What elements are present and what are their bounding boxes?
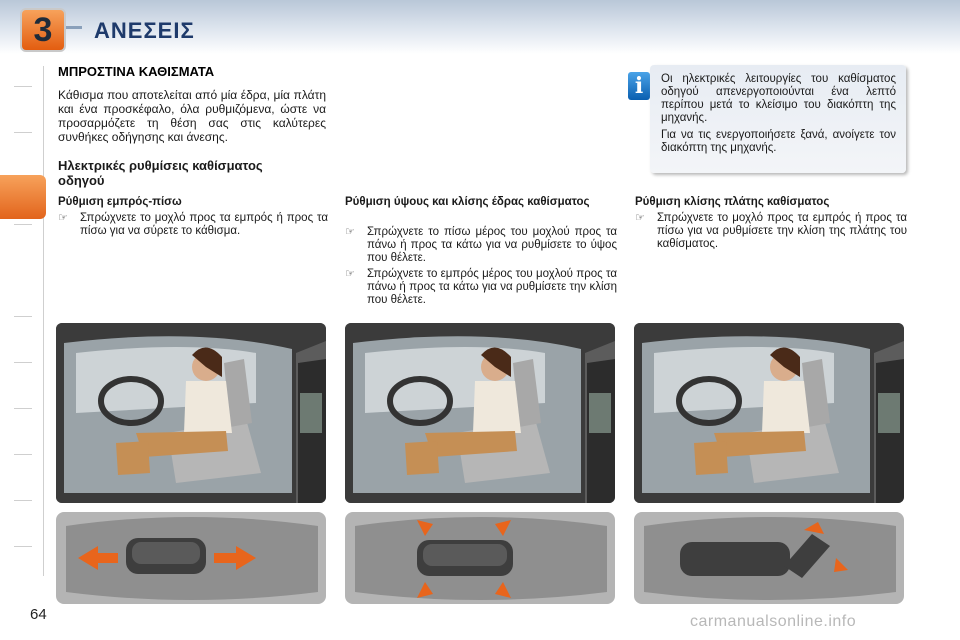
- chapter-number-tab: 3: [20, 8, 66, 52]
- chapter-title: ΑΝΕΣΕΙΣ: [94, 18, 195, 43]
- control-detail-height-tilt: [345, 512, 615, 604]
- bullet-text: Σπρώχνετε το πίσω μέρος του μοχλού προς τα πάνω ή προς τα κάτω για να ρυθμίσετε το ύψος που θέλετε.: [367, 226, 617, 264]
- active-chapter-tab: [0, 175, 46, 219]
- car-seat-photo-backrest: [634, 323, 904, 503]
- info-paragraph: Οι ηλεκτρικές λειτουργίες του καθίσματος οδηγού απενεργοποιούνται ένα λεπτό περίπου μετά το κλείσιμο του διακόπτη της μηχανής.: [661, 73, 896, 124]
- section-title: ΜΠΡΟΣΤΙΝΑ ΚΑΘΙΣΜΑΤΑ: [58, 64, 215, 79]
- column-title-height-tilt: Ρύθμιση ύψους και κλίσης έδρας καθίσματος: [345, 196, 590, 208]
- bullet-text: Σπρώχνετε το εμπρός μέρος του μοχλού προς τα πάνω ή προς τα κάτω για να ρυθμίσετε την κλίση που θέλετε.: [367, 268, 617, 306]
- page-number: 64: [30, 606, 47, 623]
- watermark: carmanualsonline.info: [690, 613, 857, 630]
- bullet-tilt: [345, 268, 617, 307]
- info-paragraph: Για να τις ενεργοποιήσετε ξανά, ανοίγετε τον διακόπτη της μηχανής.: [661, 129, 896, 154]
- rail-tab-marker: [14, 86, 32, 87]
- rail-tab-marker: [14, 500, 32, 501]
- info-icon: i: [628, 72, 650, 100]
- column-title-backrest: Ρύθμιση κλίσης πλάτης καθίσματος: [635, 196, 830, 208]
- rail-tab-marker: [14, 546, 32, 547]
- bullet-hand-icon: ☞: [635, 212, 645, 224]
- chapter-tab-rail: [0, 66, 44, 576]
- rail-tab-marker: [14, 224, 32, 225]
- column-title-fore-aft: Ρύθμιση εμπρός-πίσω: [58, 196, 182, 208]
- section-intro: Κάθισμα που αποτελείται από μία έδρα, μία πλάτη και ένα προσκέφαλο, όλα ρυθμιζόμενα, ώστε να προσαρμόζετε τη θέση σας στις καλύτερες συνθήκες οδήγησης και άνεσης.: [58, 88, 326, 144]
- bullet-height: [345, 226, 617, 265]
- rail-tab-marker: [14, 132, 32, 133]
- bullet-hand-icon: ☞: [58, 212, 68, 224]
- bullet-text: Σπρώχνετε το μοχλό προς τα εμπρός ή προς τα πίσω για να ρυθμίσετε την κλίση της πλάτης του καθίσματος.: [657, 212, 907, 250]
- chapter-divider: [66, 26, 82, 29]
- car-seat-photo-fore-aft: [56, 323, 326, 503]
- control-detail-fore-aft: [56, 512, 326, 604]
- rail-tab-marker: [14, 454, 32, 455]
- bullet-backrest: [635, 212, 907, 251]
- rail-tab-marker: [14, 362, 32, 363]
- rail-tab-marker: [14, 408, 32, 409]
- bullet-hand-icon: ☞: [345, 226, 355, 238]
- bullet-hand-icon: ☞: [345, 268, 355, 280]
- bullet-fore-aft: [58, 212, 328, 238]
- control-detail-backrest: [634, 512, 904, 604]
- info-note: [650, 65, 906, 173]
- bullet-text: Σπρώχνετε το μοχλό προς τα εμπρός ή προς τα πίσω για να σύρετε το κάθισμα.: [80, 212, 328, 237]
- rail-tab-marker: [14, 316, 32, 317]
- car-seat-photo-height-tilt: [345, 323, 615, 503]
- section-subtitle: Ηλεκτρικές ρυθμίσεις καθίσματος οδηγού: [58, 158, 263, 188]
